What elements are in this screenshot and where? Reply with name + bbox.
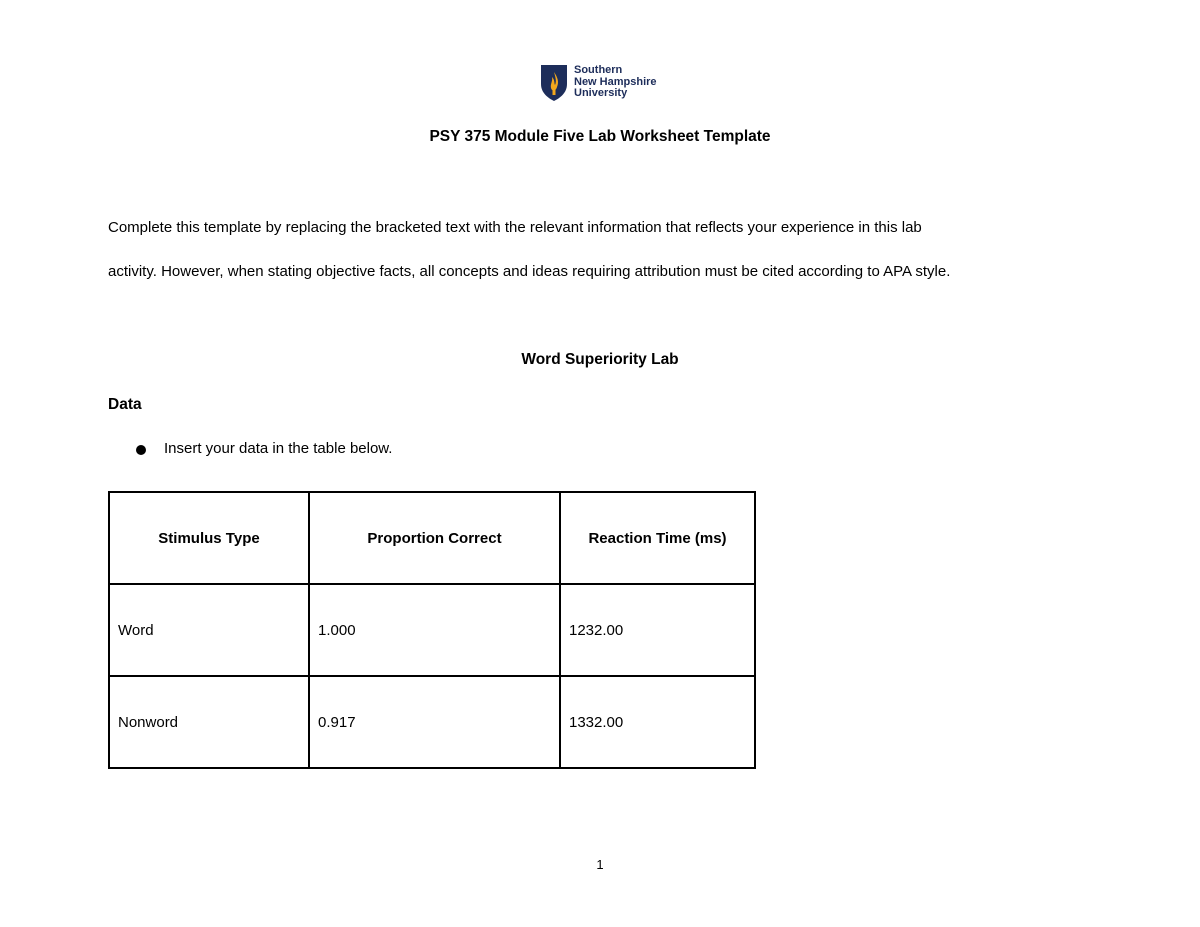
shield-flame-icon	[540, 64, 568, 102]
table-cell[interactable]: 1332.00	[560, 676, 755, 768]
data-table	[108, 491, 756, 769]
table-header-cell: Proportion Correct	[309, 492, 560, 584]
table-header-cell: Reaction Time (ms)	[560, 492, 755, 584]
table-cell[interactable]: 1232.00	[560, 584, 755, 676]
table-cell[interactable]: 0.917	[309, 676, 560, 768]
university-logo	[540, 64, 657, 104]
table-cell[interactable]: 1.000	[309, 584, 560, 676]
intro-line-1: Complete this template by replacing the bracketed text with the relevant information that reflects your experience in this lab	[108, 219, 922, 236]
table-row	[109, 676, 755, 768]
table-row	[109, 584, 755, 676]
bullet-text: Insert your data in the table below.	[164, 440, 393, 457]
table-header-cell: Stimulus Type	[109, 492, 309, 584]
section-heading-data: Data	[108, 396, 142, 413]
table-cell[interactable]: Nonword	[109, 676, 309, 768]
logo-line-3: University	[574, 87, 628, 99]
table-header-row	[109, 492, 755, 584]
page-number: 1	[596, 857, 604, 872]
logo-line-2: New Hampshire	[574, 75, 657, 88]
logo-line-1: Southern	[574, 64, 623, 76]
table-cell[interactable]: Word	[109, 584, 309, 676]
document-title: PSY 375 Module Five Lab Worksheet Template	[429, 128, 771, 145]
intro-line-2: activity. However, when stating objective facts, all concepts and ideas requiring attribution must be cited according to APA style.	[108, 263, 951, 280]
lab-title: Word Superiority Lab	[521, 351, 679, 368]
logo-wordmark	[574, 64, 657, 100]
bullet-icon	[136, 445, 146, 455]
